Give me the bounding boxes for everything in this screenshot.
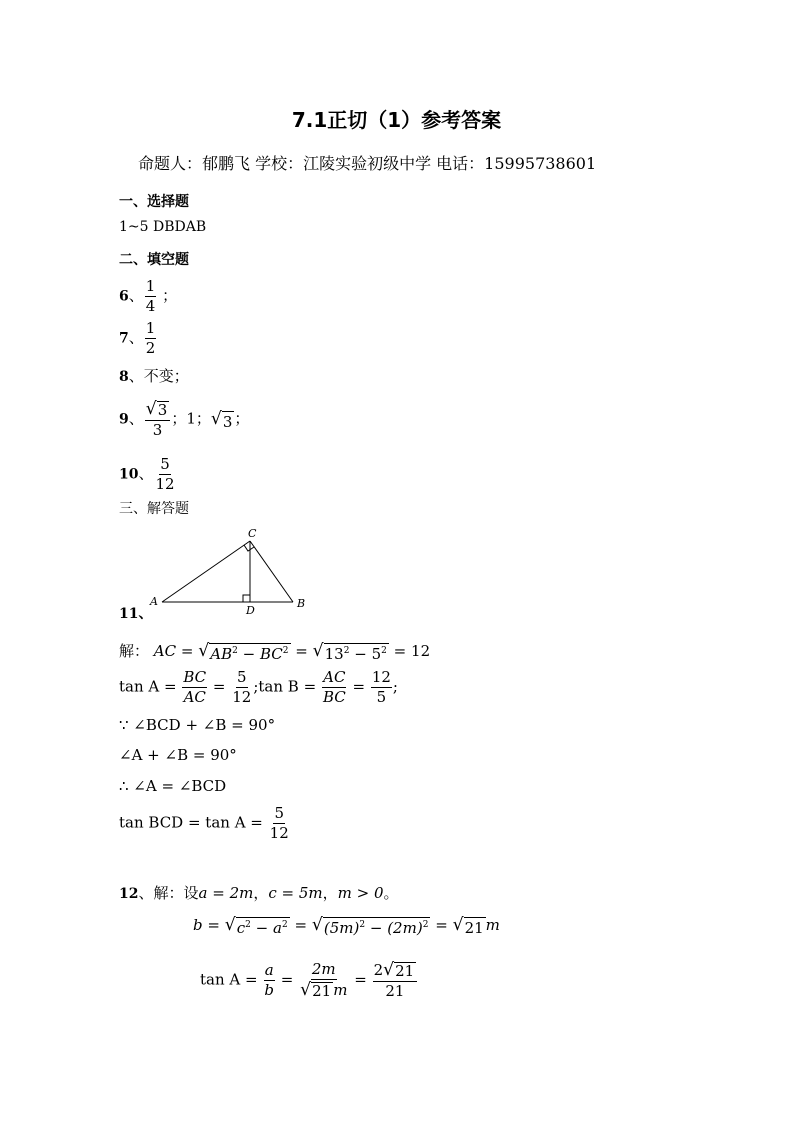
punct: ；	[234, 409, 250, 428]
math: m > 0	[337, 884, 384, 902]
radical-sign: √	[300, 980, 312, 1000]
radical-sign: √	[198, 641, 210, 661]
math: b =	[193, 916, 220, 934]
punct: ;	[392, 677, 398, 696]
denominator: 3	[152, 421, 163, 440]
denominator: b	[264, 981, 274, 1000]
punct: ，	[322, 884, 338, 902]
q11-line-1	[119, 640, 430, 663]
radicand	[323, 917, 431, 937]
label-d: D	[246, 604, 255, 617]
math: tan A	[119, 677, 160, 696]
separator: 、	[128, 286, 144, 305]
question-number: 10	[119, 466, 139, 483]
fraction	[182, 668, 207, 707]
radical-sign: √	[452, 915, 464, 935]
fraction	[155, 455, 176, 494]
math: =	[180, 642, 194, 660]
numerator: 1	[145, 277, 156, 295]
math: =	[354, 970, 367, 989]
denominator: 12	[232, 688, 252, 706]
answer-q9	[119, 399, 249, 440]
fraction	[299, 960, 348, 1001]
radical-sign: √	[383, 960, 395, 980]
choice-answers: 1~5 DBDAB	[119, 219, 207, 235]
numerator	[145, 399, 171, 421]
sqrt	[146, 401, 170, 418]
numerator: 5	[160, 455, 170, 473]
radicand: 3	[222, 412, 233, 431]
math: m	[485, 916, 500, 934]
side-ac	[162, 541, 250, 602]
punct: ;	[253, 677, 259, 696]
math: −	[242, 645, 256, 663]
question-number: 8	[119, 369, 129, 385]
radical-sign: √	[145, 399, 157, 419]
exponent: 2	[282, 646, 289, 656]
separator: 、	[138, 464, 154, 483]
radicand	[209, 643, 290, 663]
numerator: 2m	[311, 960, 336, 978]
fraction	[322, 668, 347, 707]
fraction	[371, 668, 392, 707]
numerator: a	[264, 961, 274, 980]
denominator: BC	[322, 688, 346, 706]
q11-line-2: tan A = $\frac{BC}{AC}$ = $\frac{5}{12}$ ;tan B = $\frac{AC}{BC}$ = $\frac{12}{5}$ ;	[119, 668, 398, 706]
sqrt	[453, 917, 486, 937]
radical-sign: √	[312, 641, 324, 661]
sqrt	[313, 643, 389, 663]
question-number: 12	[119, 886, 139, 902]
answer-q8	[119, 365, 189, 386]
denominator: 2	[145, 339, 156, 357]
math: AB	[210, 645, 233, 663]
q11-line-4: ∠A + ∠B = 90°	[119, 746, 237, 764]
q12-intro	[119, 882, 399, 903]
math: BC	[259, 645, 283, 663]
denominator: 4	[145, 297, 156, 315]
fraction	[373, 960, 418, 1001]
numerator: 12	[371, 668, 391, 686]
answer-text: 不变；	[143, 367, 189, 385]
math: =	[280, 970, 294, 989]
math: m	[333, 981, 348, 999]
middle-text: ；1；	[171, 409, 211, 428]
math: −	[255, 919, 269, 937]
section-heading-solve: 三、解答题	[119, 501, 189, 517]
question-number: 9	[119, 411, 129, 428]
section-heading-choice: 一、选择题	[119, 194, 189, 210]
punct: ，	[253, 884, 269, 902]
fraction	[145, 277, 157, 316]
sqrt	[225, 917, 290, 937]
radical-sign: √	[311, 915, 323, 935]
q11-line-6	[119, 804, 291, 843]
label-b: B	[297, 597, 306, 610]
author-line: 命题人：郁鹏飞 学校：江陵实验初级中学 电话：15995738601	[138, 154, 597, 173]
math: c = 5m	[268, 884, 323, 902]
math: tan B	[258, 677, 299, 696]
punct: 。	[383, 884, 399, 902]
radicand: 21	[395, 962, 415, 980]
numerator: BC	[183, 668, 207, 686]
math: =	[393, 642, 407, 660]
fraction	[145, 319, 157, 358]
question-number: 11	[119, 606, 139, 622]
q12-line-1	[193, 916, 500, 937]
fraction	[145, 399, 171, 440]
numerator	[373, 960, 418, 982]
q11-line-3: ∵ ∠BCD + ∠B = 90°	[119, 716, 276, 734]
radicand: 3	[157, 401, 168, 419]
math: −	[369, 919, 383, 937]
math: 5	[371, 645, 382, 663]
denominator: 5	[376, 688, 387, 706]
radical-sign: √	[224, 915, 236, 935]
punct: ；	[162, 286, 178, 305]
math: =	[294, 916, 308, 934]
math: a	[273, 919, 282, 937]
math: 2	[373, 961, 384, 979]
fraction	[269, 804, 290, 843]
q12-line-2	[200, 960, 418, 1001]
radicand: 21	[312, 982, 332, 1000]
math: AC	[153, 642, 177, 660]
sqrt	[383, 962, 416, 979]
radicand	[236, 917, 290, 937]
sqrt	[198, 643, 290, 663]
exponent: 2	[232, 646, 238, 656]
separator: 、	[128, 328, 144, 347]
answer-q6	[119, 277, 177, 316]
q11-line-5: ∴ ∠A = ∠BCD	[119, 777, 227, 795]
fraction	[263, 961, 275, 1000]
separator: 、	[138, 884, 154, 902]
math: 13	[324, 645, 344, 663]
exponent: 2	[343, 646, 350, 656]
numerator: 1	[145, 319, 156, 337]
exponent: 2	[422, 920, 429, 930]
triangle-figure	[140, 522, 315, 617]
answer-q10	[119, 455, 177, 494]
section-heading-fill: 二、填空题	[119, 252, 189, 268]
exponent: 2	[381, 646, 387, 656]
label-c: C	[248, 527, 257, 540]
radical-sign: √	[210, 408, 222, 429]
math: tan BCD = tan A =	[119, 813, 263, 832]
separator: 、	[128, 367, 144, 385]
separator: 、	[138, 606, 153, 622]
fraction	[231, 668, 252, 707]
question-number-11	[119, 603, 152, 623]
side-bc	[250, 541, 293, 602]
sqrt	[312, 917, 431, 937]
math: (2m)	[387, 919, 423, 937]
math: (5m)	[323, 919, 360, 937]
numerator: 5	[274, 804, 284, 822]
solution-label: 解：	[119, 642, 150, 660]
exponent: 2	[359, 920, 366, 930]
denominator: 12	[155, 475, 175, 493]
page-title: 7.1正切（1）参考答案	[291, 108, 502, 132]
sqrt	[210, 408, 235, 431]
denominator: AC	[183, 688, 206, 706]
math: tan A =	[200, 970, 258, 989]
question-number: 7	[119, 330, 129, 347]
numerator: AC	[323, 668, 346, 686]
math: −	[354, 645, 367, 663]
answer-q7	[119, 319, 157, 358]
right-angle-mark-d	[243, 595, 250, 602]
question-number: 6	[119, 288, 129, 305]
denominator	[299, 980, 348, 1001]
radicand: 21	[464, 919, 484, 937]
intro-text: 解：设	[153, 884, 199, 902]
math: c	[236, 919, 246, 937]
denominator: 12	[269, 824, 289, 842]
radicand	[324, 643, 389, 663]
math: =	[435, 916, 448, 934]
numerator: 5	[237, 668, 247, 686]
separator: 、	[128, 409, 144, 428]
denominator: 21	[385, 982, 405, 1001]
math: a = 2m	[198, 884, 254, 902]
math: =	[295, 642, 308, 660]
sqrt	[300, 982, 333, 999]
math: 12	[411, 642, 431, 660]
exponent: 2	[245, 920, 251, 930]
right-angle-mark-c	[244, 545, 254, 551]
exponent: 2	[281, 920, 288, 930]
label-a: A	[150, 595, 158, 608]
